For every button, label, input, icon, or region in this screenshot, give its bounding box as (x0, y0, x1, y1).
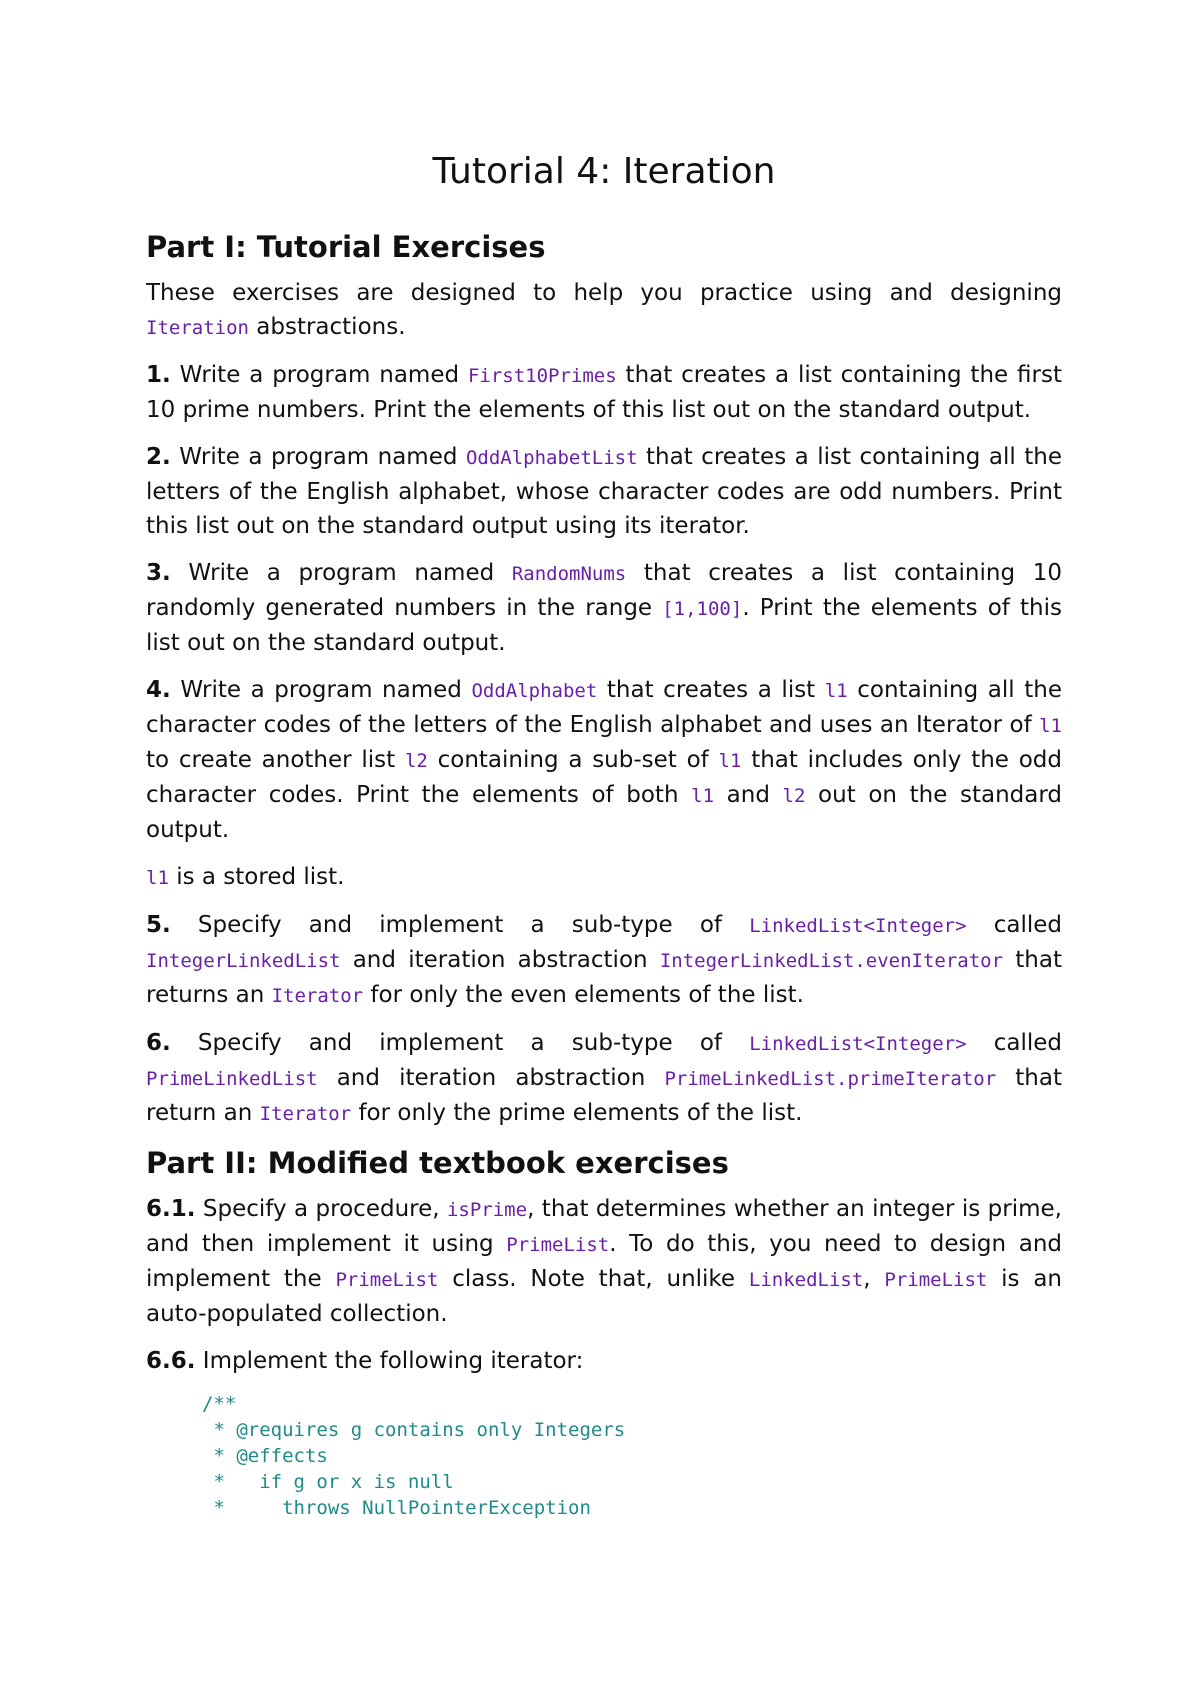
code-term: [1,100] (662, 598, 743, 620)
part1-intro: These exercises are designed to help you practice using and designing Iteration abstractions. (146, 280, 1062, 340)
exercise-1: 1. Write a program named First10Primes that creates a list containing the first 10 prime numbers. Print the elements of this list out on the standard output. (146, 362, 1062, 423)
exercise-number: 6.1. (146, 1196, 196, 1222)
code-term: OddAlphabetList (465, 447, 638, 469)
code-term: l1 (691, 785, 715, 807)
code-line: * throws NullPointerException (202, 1497, 591, 1519)
code-line: * if g or x is null (202, 1471, 454, 1493)
exercise-number: 6.6. (146, 1348, 196, 1374)
exercise-number: 6. (146, 1030, 171, 1056)
document-title: Tutorial 4: Iteration (432, 151, 776, 192)
exercise-5: 5. Specify and implement a sub-type of LinkedList<Integer> called IntegerLinkedList and iteration abstraction IntegerLinkedList.evenIterator that returns an Iterator for only the even elements of the list. (146, 912, 1062, 1008)
exercise-number: 1. (146, 362, 171, 388)
code-term: l1 (1039, 715, 1062, 737)
code-line: * @effects (202, 1445, 328, 1467)
code-term: IntegerLinkedList (146, 950, 341, 972)
code-term: Iteration (146, 317, 249, 339)
code-term: PrimeList (335, 1269, 439, 1291)
exercise-2: 2. Write a program named OddAlphabetList that creates a list containing all the letters of the English alphabet, whose character codes are odd numbers. Print this list out on the standard output using its iterator. (146, 444, 1062, 539)
part2-heading: Part II: Modified textbook exercises (146, 1146, 729, 1180)
code-term: PrimeList (506, 1234, 610, 1256)
code-term: Iterator (271, 985, 364, 1007)
code-term: l2 (782, 785, 806, 807)
exercise-4: 4. Write a program named OddAlphabet that creates a list l1 containing all the character codes of the letters of the English alphabet and uses an Iterator of l1 to create another list l2 containing a sub-set of l1 that includes only the odd character codes. Print the elements of both l1 and l2 out on the standard output. (146, 677, 1062, 843)
code-term: RandomNums (511, 563, 627, 585)
code-term: l2 (404, 750, 428, 772)
document-page (146, 150, 1062, 1521)
code-term: l1 (718, 750, 742, 772)
exercise-number: 3. (146, 560, 171, 586)
code-term: LinkedList<Integer> (749, 915, 967, 937)
code-term: First10Primes (467, 365, 617, 387)
code-term: l1 (146, 867, 169, 889)
stored-list-note: l1 is a stored list. (146, 864, 345, 890)
code-line: /** (202, 1393, 237, 1415)
code-term: IntegerLinkedList.evenIterator (659, 950, 1004, 972)
code-block (202, 1391, 1062, 1521)
exercise-6-6: 6.6. Implement the following iterator: (146, 1348, 584, 1374)
part1-heading: Part I: Tutorial Exercises (146, 230, 546, 264)
exercise-number: 5. (146, 912, 171, 938)
code-term: PrimeLinkedList (146, 1068, 318, 1090)
code-term: OddAlphabet (471, 680, 598, 702)
exercise-3: 3. Write a program named RandomNums that creates a list containing 10 randomly generated numbers in the range [1,100]. Print the elements of this list out on the standard output. (146, 560, 1062, 656)
code-term: LinkedList (748, 1269, 864, 1291)
code-term: PrimeLinkedList.primeIterator (664, 1068, 997, 1090)
code-term: LinkedList<Integer> (749, 1033, 967, 1055)
exercise-number: 4. (146, 677, 171, 703)
exercise-number: 2. (146, 444, 171, 470)
code-term: l1 (824, 680, 848, 702)
code-term: isPrime (446, 1199, 528, 1221)
code-term: Iterator (259, 1103, 352, 1125)
exercise-6: 6. Specify and implement a sub-type of LinkedList<Integer> called PrimeLinkedList and iteration abstraction PrimeLinkedList.primeIterator that return an Iterator for only the prime elements of the list. (146, 1030, 1062, 1126)
code-term: PrimeList (884, 1269, 988, 1291)
exercise-6-1: 6.1. Specify a procedure, isPrime, that determines whether an integer is prime, and then implement it using PrimeList. To do this, you need to design and implement the PrimeList class. Note that, unlike LinkedList, PrimeList is an auto-populated collection. (146, 1196, 1063, 1327)
code-line: * @requires g contains only Integers (202, 1419, 626, 1441)
